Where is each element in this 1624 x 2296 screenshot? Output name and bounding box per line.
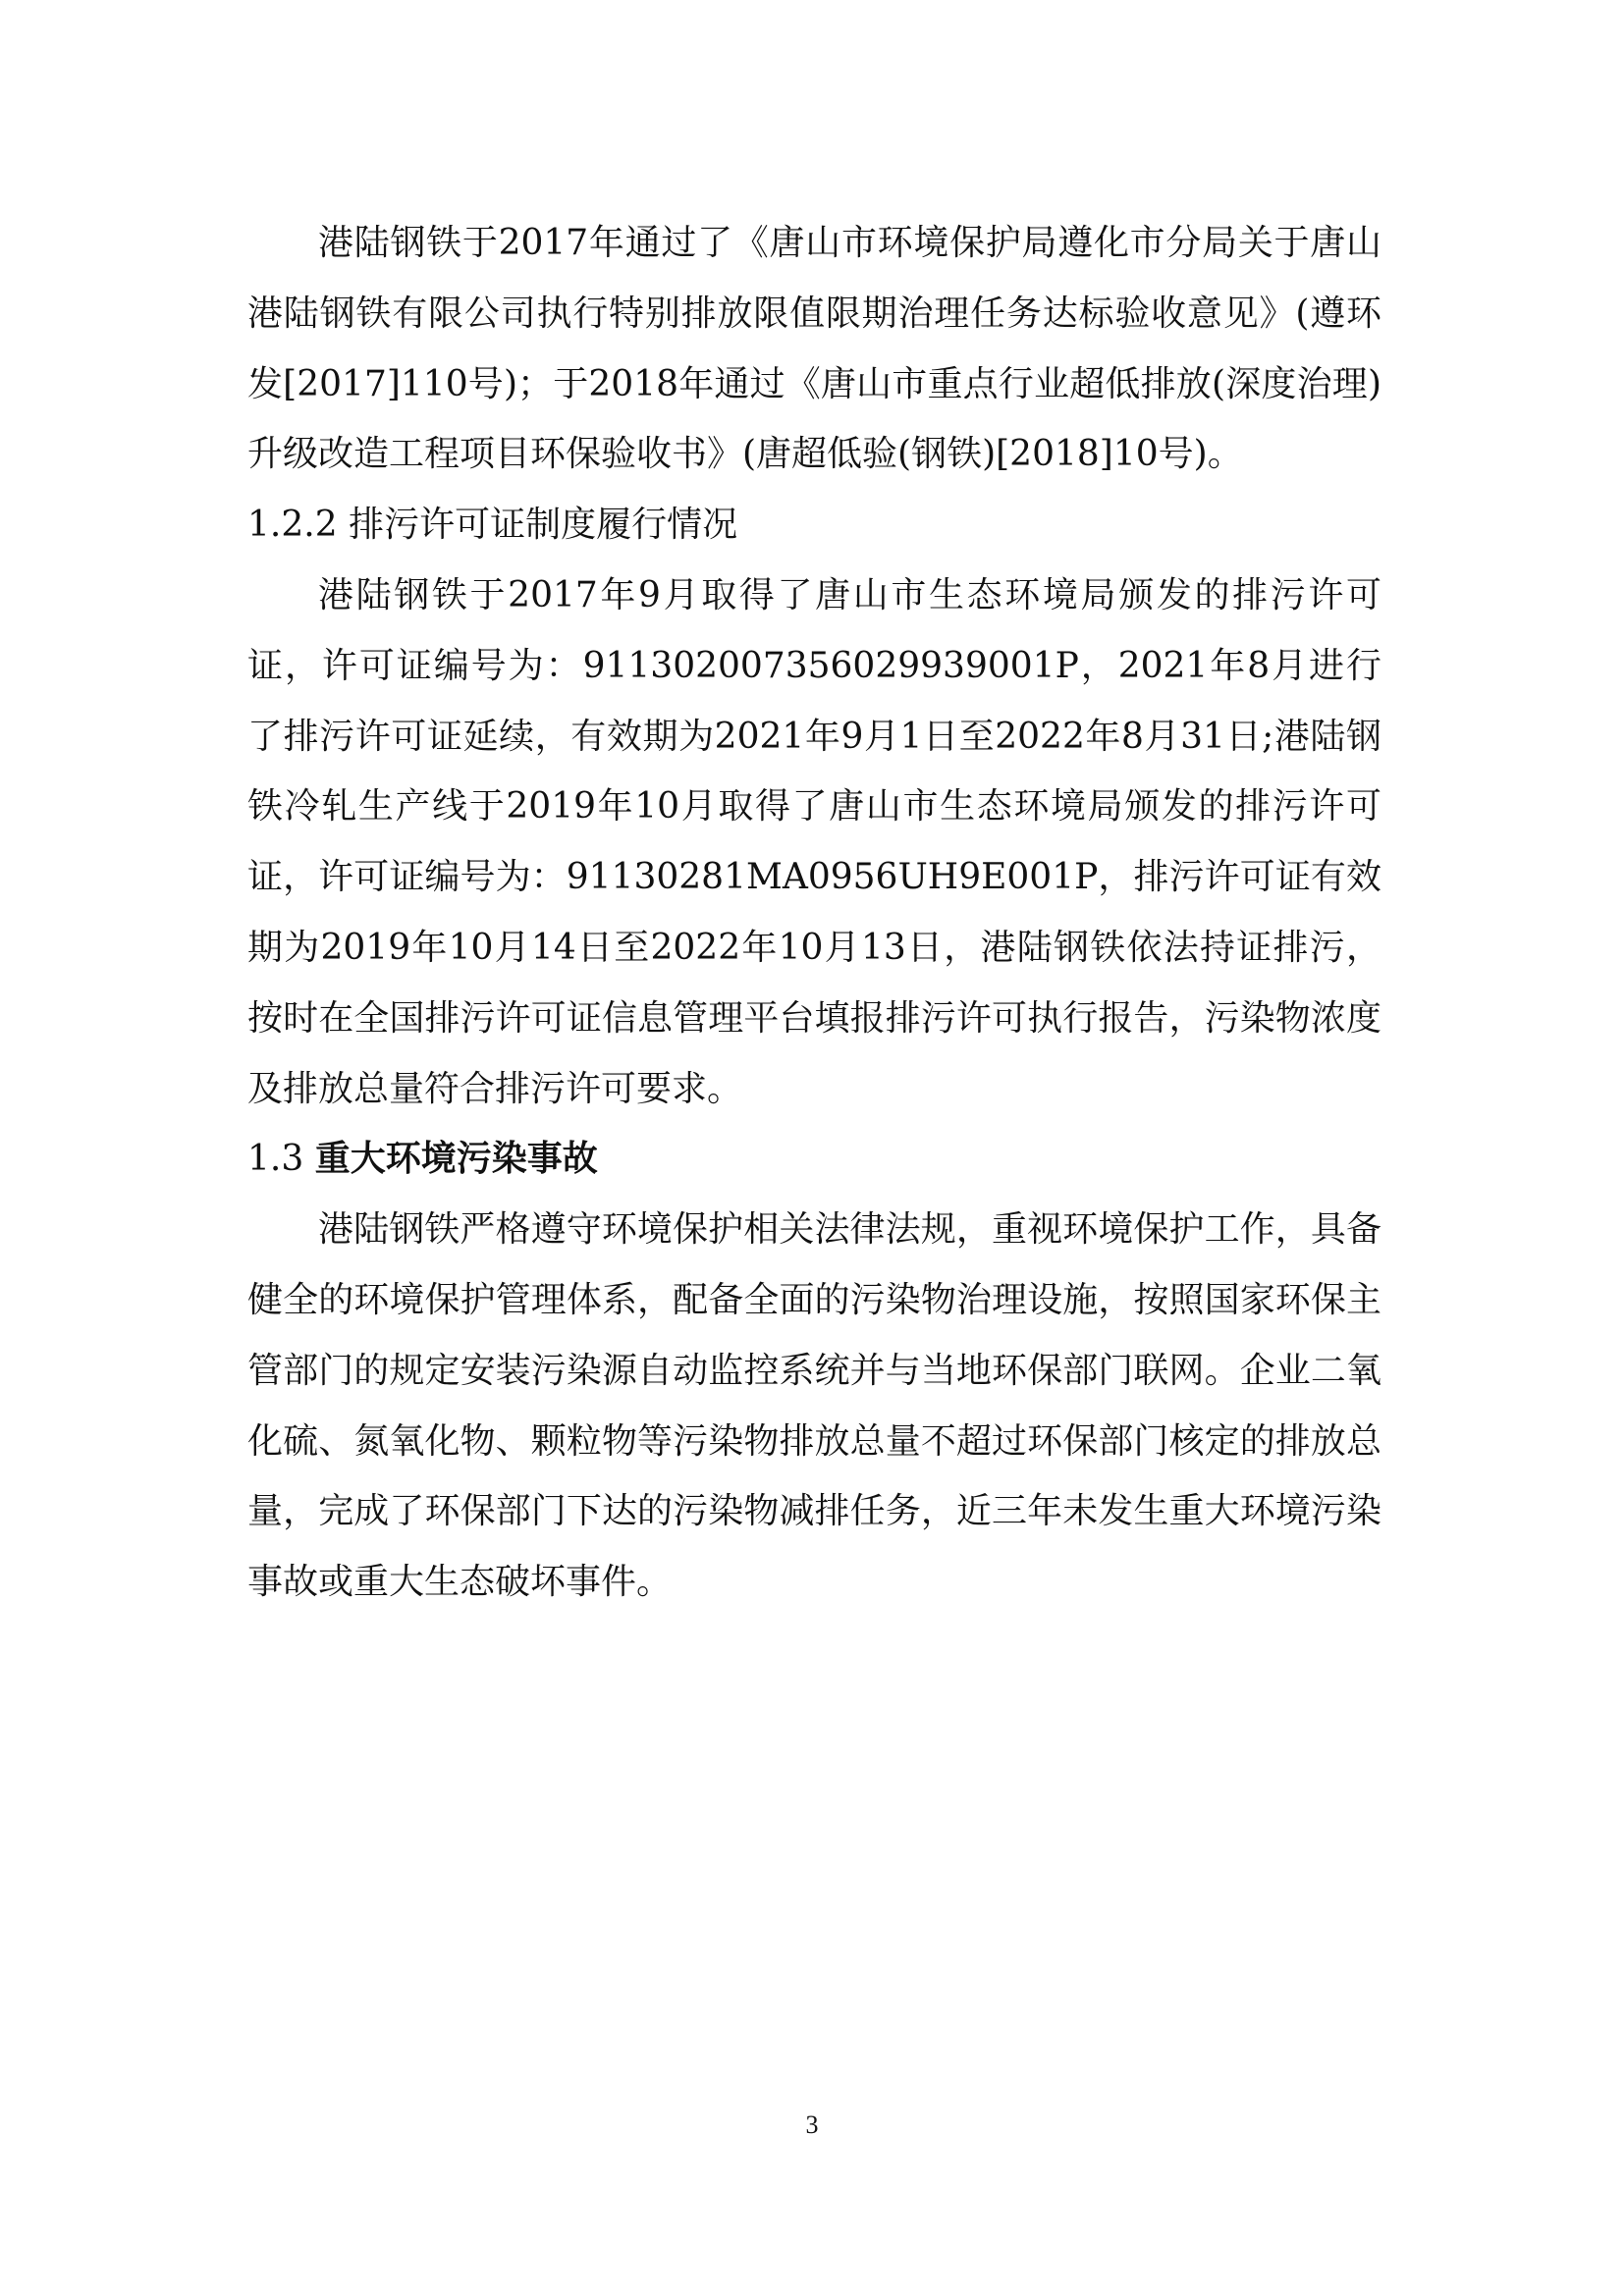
paragraph-pollution-incidents: 港陆钢铁严格遵守环境保护相关法律法规，重视环境保护工作，具备健全的环境保护管理体系，配备全面的污染物治理设施，按照国家环保主管部门的规定安装污染源自动监控系统并与当地环保部门联网。企业二氧化硫、氮氧化物、颗粒物等污染物排放总量不超过环保部门核定的排放总量，完成了环保部门下达的污染物减排任务，近三年未发生重大环境污染事故或重大生态破坏事件。: [247, 1209, 1381, 1603]
page-body: [247, 208, 1381, 1618]
section-title: 排污许可证制度履行情况: [349, 505, 738, 546]
paragraph-permit-details: 港陆钢铁于2017年9月取得了唐山市生态环境局颁发的排污许可证，许可证编号为：911302007356029939001P，2021年8月进行了排污许可证延续，有效期为2021年9月1日至2022年8月31日;港陆钢铁冷轧生产线于2019年10月取得了唐山市生态环境局颁发的排污许可证，许可证编号为：91130281MA0956UH9E001P，排污许可证有效期为2019年10月14日至2022年10月13日，港陆钢铁依法持证排污，按时在全国排污许可证信息管理平台填报排污许可执行报告，污染物浓度及排放总量符合排污许可要求。: [247, 574, 1381, 1109]
section-number: 1.2.2: [247, 505, 338, 546]
section-title: 重大环境污染事故: [314, 1138, 598, 1180]
paragraph-acceptance-records: 港陆钢铁于2017年通过了《唐山市环境保护局遵化市分局关于唐山港陆钢铁有限公司执行特别排放限值限期治理任务达标验收意见》(遵环发[2017]110号)；于2018年通过《唐山市重点行业超低排放(深度治理)升级改造工程项目环保验收书》(唐超低验(钢铁)[2018]10号)。: [247, 223, 1381, 475]
section-number: 1.3: [247, 1139, 304, 1180]
section-heading-1-2-2: [247, 490, 1381, 561]
page-number: 3: [805, 2110, 819, 2139]
section-heading-1-3: [247, 1124, 1381, 1195]
